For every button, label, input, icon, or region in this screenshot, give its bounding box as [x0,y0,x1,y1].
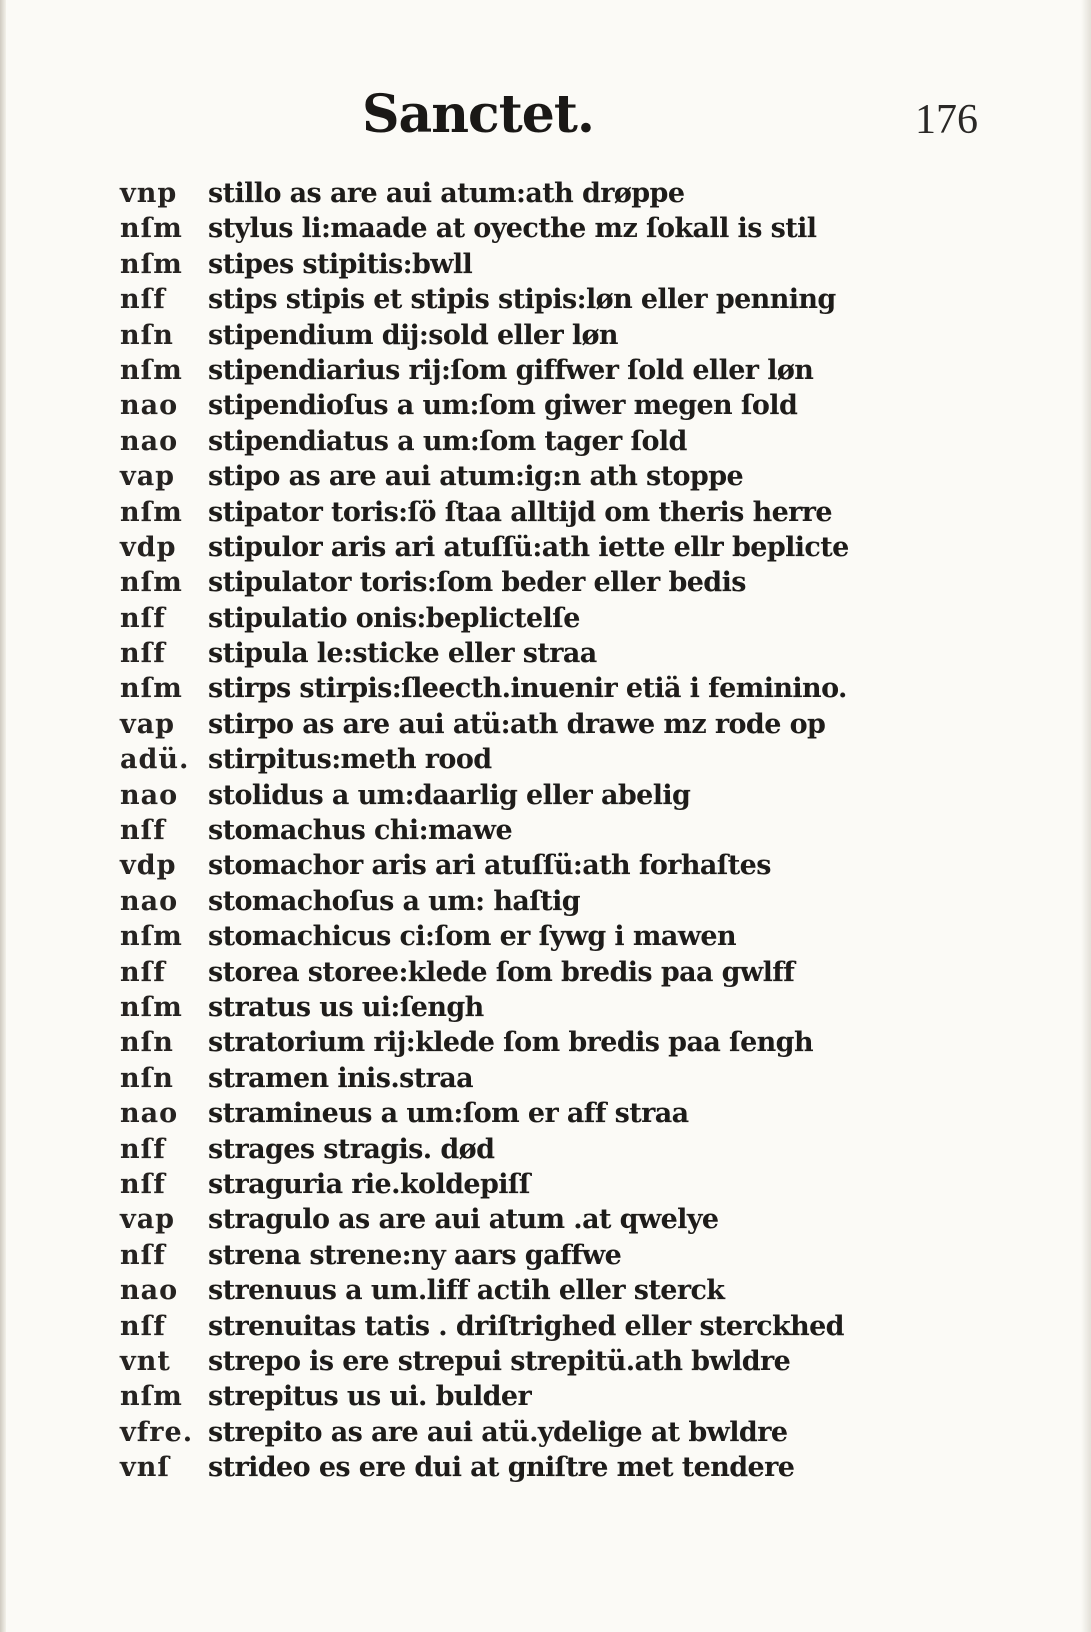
grammar-code: nſf [120,284,166,316]
grammar-code: nſf [120,815,166,847]
dictionary-entry [120,1027,1060,1062]
grammar-code: nao [120,390,179,422]
grammar-code: nſm [120,673,183,705]
dictionary-entry [120,532,1060,567]
grammar-code: nſm [120,496,183,528]
entry-text: stipulatio onis:beplictelſe [208,602,580,634]
dictionary-entry [120,249,1060,284]
entry-text: stipendium dij:sold eller løn [208,319,618,351]
grammar-code: vfre. [120,1416,194,1448]
dictionary-entry [120,1311,1060,1346]
grammar-code: nſn [120,1027,174,1059]
dictionary-entry [120,178,1060,213]
entry-text: stomachicus ci:ſom er ſywg i mawen [208,921,736,953]
entry-text: stipator toris:ſö ſtaa alltijd om theris herre [208,496,832,528]
dictionary-entry [120,992,1060,1027]
grammar-code: nſf [120,1133,166,1165]
entry-text: strages stragis. død [208,1133,495,1165]
dictionary-entry [120,1098,1060,1133]
grammar-code: nſm [120,1381,183,1413]
entry-text: stipendioſus a um:ſom giwer megen ſold [208,390,798,422]
entry-text: stratorium rij:klede ſom bredis paa ſengh [208,1027,813,1059]
grammar-code: nao [120,1098,179,1130]
page-number: 176 [915,97,978,143]
dictionary-entry [120,815,1060,850]
dictionary-entry [120,850,1060,885]
scan-edge-right [1081,0,1091,1632]
grammar-code: nſf [120,1168,166,1200]
dictionary-entries [120,178,1060,1487]
dictionary-entry [120,673,1060,708]
dictionary-entry [120,1134,1060,1169]
dictionary-entry [120,780,1060,815]
dictionary-entry [120,957,1060,992]
grammar-code: nſf [120,602,166,634]
dictionary-entry [120,1346,1060,1381]
entry-text: strenuus a um.liff actih eller sterck [208,1275,725,1307]
grammar-code: nao [120,425,179,457]
dictionary-entry [120,426,1060,461]
entry-text: strenuitas tatis . driſtrighed eller sterckhed [208,1310,844,1342]
entry-text: straguria rie.koldepiſſ [208,1168,530,1200]
dictionary-entry [120,1381,1060,1416]
dictionary-entry [120,1275,1060,1310]
grammar-code: vdp [120,531,177,563]
dictionary-entry [120,1204,1060,1239]
grammar-code: nao [120,779,179,811]
entry-text: stillo as are aui atum:ath drøppe [208,178,685,209]
running-title: Sanctet. [362,84,594,145]
grammar-code: nſf [120,1239,166,1271]
grammar-code: nſf [120,1310,166,1342]
entry-text: stirpo as are aui atü:ath drawe mz rode op [208,708,826,740]
dictionary-entry [120,744,1060,779]
grammar-code: vap [120,1204,176,1236]
grammar-code: nſn [120,1062,174,1094]
dictionary-entry [120,390,1060,425]
grammar-code: vdp [120,850,177,882]
scan-edge-left [0,0,6,1632]
entry-text: stylus li:maade at oyecthe mz ſokall is stil [208,213,817,245]
entry-text: stipulator toris:ſom beder eller bedis [208,567,746,599]
grammar-code: vap [120,708,176,740]
entry-text: stipulor aris ari atuſſü:ath iette ellr beplicte [208,531,849,563]
entry-text: stirps stirpis:ſleecth.inuenir etiä i feminino. [208,673,847,705]
entry-text: stratus us ui:ſengh [208,991,484,1023]
grammar-code: nſm [120,991,183,1023]
dictionary-entry [120,1240,1060,1275]
grammar-code: nſm [120,354,183,386]
grammar-code: nſf [120,956,166,988]
grammar-code: nſm [120,248,183,280]
entry-text: storea storee:klede ſom bredis paa gwlff [208,956,795,988]
entry-text: strepo is ere strepui strepitü.ath bwldre [208,1345,791,1377]
grammar-code: nao [120,885,179,917]
dictionary-entry [120,886,1060,921]
entry-text: stomachus chi:mawe [208,815,513,847]
dictionary-entry [120,1169,1060,1204]
dictionary-entry [120,497,1060,532]
entry-text: stomachoſus a um: haſtig [208,885,581,917]
entry-text: stramineus a um:ſom er aff straa [208,1098,689,1130]
dictionary-entry [120,709,1060,744]
dictionary-entry [120,1063,1060,1098]
dictionary-entry [120,603,1060,638]
entry-text: stipula le:sticke eller straa [208,638,597,670]
entry-text: stipes stipitis:bwll [208,248,473,280]
dictionary-entry [120,320,1060,355]
entry-text: strepito as are aui atü.ydelige at bwldre [208,1416,788,1448]
grammar-code: nſn [120,319,174,351]
entry-text: strepitus us ui. bulder [208,1381,532,1413]
entry-text: stips stipis et stipis stipis:løn eller penning [208,284,836,316]
entry-text: stirpitus:meth rood [208,744,492,776]
entry-text: stramen inis.straa [208,1062,474,1094]
page-header [0,80,1091,150]
entry-text: stipendiarius rij:ſom giffwer ſold eller løn [208,354,814,386]
grammar-code: vnp [120,178,178,209]
grammar-code: nſm [120,567,183,599]
entry-text: stomachor aris ari atuſſü:ath forhaſtes [208,850,771,882]
entry-text: stipo as are aui atum:ig:n ath stoppe [208,461,744,493]
grammar-code: nao [120,1275,179,1307]
grammar-code: adü. [120,744,190,776]
dictionary-entry [120,638,1060,673]
dictionary-entry [120,461,1060,496]
dictionary-entry [120,567,1060,602]
dictionary-entry [120,355,1060,390]
grammar-code: nſf [120,638,166,670]
dictionary-entry [120,1452,1060,1487]
grammar-code: nſm [120,213,183,245]
grammar-code: vnſ [120,1452,170,1484]
entry-text: stolidus a um:daarlig eller abelig [208,779,691,811]
dictionary-entry [120,921,1060,956]
grammar-code: nſm [120,921,183,953]
entry-text: stipendiatus a um:ſom tager ſold [208,425,687,457]
dictionary-entry [120,284,1060,319]
entry-text: stragulo as are aui atum .at qwelye [208,1204,719,1236]
grammar-code: vap [120,461,176,493]
entry-text: strideo es ere dui at gniſtre met tendere [208,1452,795,1484]
grammar-code: vnt [120,1345,171,1377]
dictionary-entry [120,1417,1060,1452]
dictionary-entry [120,213,1060,248]
entry-text: strena strene:ny aars gaffwe [208,1239,622,1271]
